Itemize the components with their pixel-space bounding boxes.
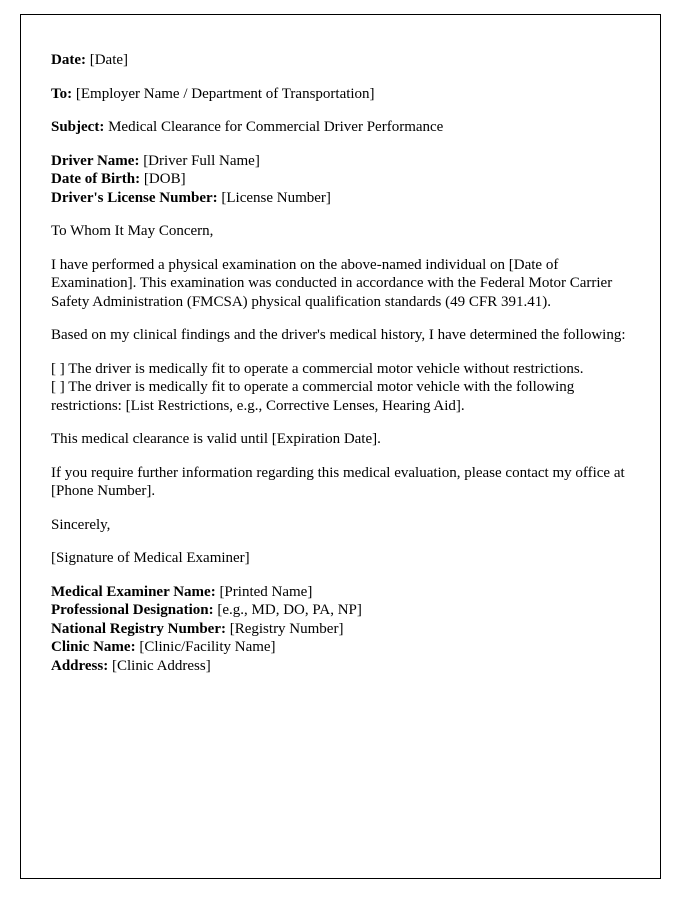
examiner-info-block xyxy=(51,583,631,676)
examiner-name-line xyxy=(51,583,631,602)
license-number-label: Driver's License Number: xyxy=(51,189,218,206)
registry-number-line xyxy=(51,620,631,639)
date-of-birth-value: [DOB] xyxy=(143,171,186,187)
to-line xyxy=(51,85,631,104)
date-of-birth-label: Date of Birth: xyxy=(51,171,141,187)
registry-number-value: [Registry Number] xyxy=(229,620,344,637)
license-number-line xyxy=(51,189,631,208)
clinic-name-label: Clinic Name: xyxy=(51,639,136,655)
checkbox-options-block xyxy=(51,360,631,416)
date-label: Date: xyxy=(51,52,86,68)
signature-placeholder: [Signature of Medical Examiner] xyxy=(51,550,250,566)
validity-paragraph: This medical clearance is valid until [Expiration Date]. xyxy=(51,431,381,447)
clinic-name-line xyxy=(51,638,631,657)
to-value: [Employer Name / Department of Transportation] xyxy=(75,85,375,102)
address-line xyxy=(51,657,631,676)
examination-paragraph: I have performed a physical examination on the above-named individual on [Date of Examination]. This examination was conducted in accordance with the Federal Motor Carrier Safety Administration (FMCSA) physical qualification standards (49 CFR 391.41). xyxy=(51,256,613,310)
contact-paragraph: If you require further information regarding this medical evaluation, please contact my office at [Phone Number]. xyxy=(51,464,625,499)
examiner-name-value: [Printed Name] xyxy=(219,583,313,600)
letter-document xyxy=(20,14,661,879)
examiner-name-label: Medical Examiner Name: xyxy=(51,583,216,600)
professional-designation-label: Professional Designation: xyxy=(51,602,214,618)
professional-designation-line xyxy=(51,601,631,620)
driver-name-line xyxy=(51,152,631,171)
address-label: Address: xyxy=(51,657,109,674)
driver-name-label: Driver Name: xyxy=(51,152,140,169)
checkbox-option-no-restrictions: [ ] The driver is medically fit to operate a commercial motor vehicle without restrictions. xyxy=(51,360,584,377)
address-value: [Clinic Address] xyxy=(111,657,211,674)
closing: Sincerely, xyxy=(51,516,111,533)
findings-paragraph: Based on my clinical findings and the driver's medical history, I have determined the following: xyxy=(51,327,626,343)
license-number-value: [License Number] xyxy=(221,189,331,206)
checkbox-option-with-restrictions: [ ] The driver is medically fit to operate a commercial motor vehicle with the following restrictions: [List Restrictions, e.g., Corrective Lenses, Hearing Aid]. xyxy=(51,379,575,414)
clinic-name-value: [Clinic/Facility Name] xyxy=(139,639,276,655)
salutation: To Whom It May Concern, xyxy=(51,223,214,239)
date-line xyxy=(51,51,631,70)
driver-info-block xyxy=(51,152,631,208)
date-value: [Date] xyxy=(89,52,129,68)
professional-designation-value: [e.g., MD, DO, PA, NP] xyxy=(217,602,362,618)
date-of-birth-line xyxy=(51,170,631,189)
to-label: To: xyxy=(51,85,73,102)
subject-line xyxy=(51,118,631,137)
subject-label: Subject: xyxy=(51,119,105,135)
subject-value: Medical Clearance for Commercial Driver Performance xyxy=(108,119,444,135)
registry-number-label: National Registry Number: xyxy=(51,620,226,637)
driver-name-value: [Driver Full Name] xyxy=(143,152,260,169)
